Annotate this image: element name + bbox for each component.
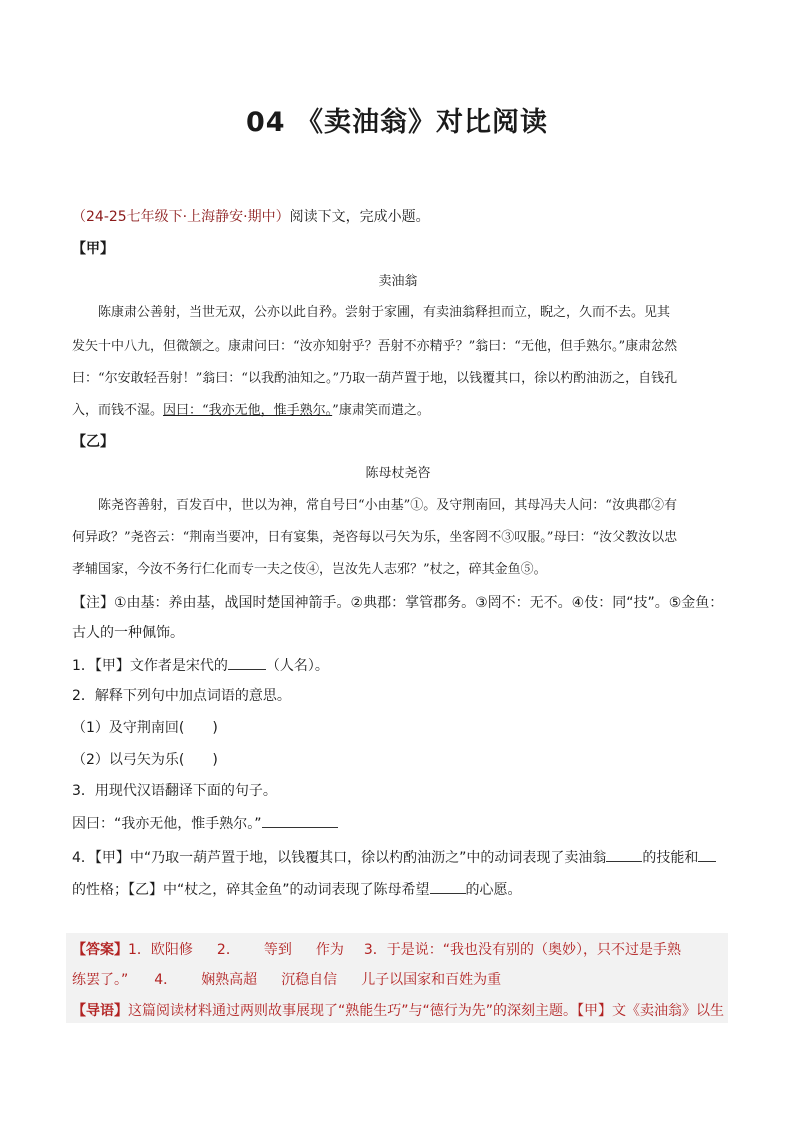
notes-line-1: 【注】①由基：养由基，战国时楚国神箭手。②典郡：掌管郡务。③罔不：无不。④伎：同“技”。⑤金鱼： [72,595,724,611]
answer-4-2: 沉稳自信 [281,972,338,988]
jia-underlined-sentence: 因曰：“我亦无他，惟手熟尔。 [163,403,333,418]
yi-line-1: 陈尧咨善射，百发百中，世以为神，常自号曰“小由基”①。及守荆南回，其母冯夫人问：“汝典郡②有 [98,498,677,513]
q3-sentence: 因曰：“我亦无他，惟手熟尔。” [72,816,262,832]
q4-line1-b: 的技能和 [642,850,699,866]
question-3: 3．用现代汉语翻译下面的句子。 [72,783,277,799]
source-open: （ [72,209,86,225]
jia-line-3: 曰：“尔安敢轻吾射！”翁曰：“以我酌油知之。”乃取一葫芦置于地，以钱覆其口，徐以杓酌油沥之，自钱孔 [72,371,678,386]
answer-2-1: 等到 [263,942,292,958]
jia-line-4-prefix: 入，而钱不湿。 [72,403,164,418]
question-4-line-2 [72,879,724,900]
jia-line-4 [72,401,724,421]
notes-line-2: 古人的一种佩饰。 [72,625,184,641]
answer-1: 1．欧阳修 [128,942,193,958]
jia-heading: 卖油翁 [378,274,418,289]
yi-marker: 【乙】 [72,434,114,450]
answer-3-cont: 练罢了。” [72,972,129,988]
page-title: 04 《卖油翁》对比阅读 [246,107,548,138]
answer-4-3: 儿子以国家和百姓为重 [361,972,502,988]
q1-suffix: （人名）。 [265,658,329,674]
q4-blank-3 [430,879,466,894]
q3-blank [262,813,338,828]
question-3-sentence [72,813,724,834]
jia-marker: 【甲】 [72,241,114,257]
q4-line2-b: 的心愿。 [465,882,522,898]
yi-line-2: 何异政？”尧咨云：“荆南当要冲，日有宴集，尧咨每以弓矢为乐，坐客罔不③叹服。”母曰：“汝父教汝以忠 [72,530,678,545]
source-label[interactable]: 24-25七年级下·上海静安·期中 [86,209,276,225]
q4-blank-1 [606,847,642,862]
answer-2-2: 作为 [315,942,344,958]
answer-2: 2． [216,942,240,958]
intro-line [72,207,724,227]
q1-blank [228,655,266,670]
q1-prefix: 1．【甲】文作者是宋代的 [72,658,228,674]
instruction-text: 阅读下文，完成小题。 [289,209,430,225]
jia-line-1: 陈康肃公善射，当世无双，公亦以此自矜。尝射于家圃，有卖油翁释担而立，睨之，久而不去。见其 [98,305,671,320]
guide-text: 这篇阅读材料通过两则故事展现了“熟能生巧”与“德行为先”的深刻主题。【甲】文《卖油翁》以生 [128,1003,725,1019]
yi-line-3: 孝辅国家，今汝不务行仁化而专一夫之伎④，岂汝先人志邪？”杖之，碎其金鱼⑤。 [72,562,547,577]
question-1 [72,655,724,676]
question-2-2: （2）以弓矢为乐( ) [72,752,218,768]
answer-3: 3．于是说：“我也没有别的（奥妙），只不过是手熟 [363,942,682,958]
guide-line [72,1001,724,1021]
answer-4: 4． [154,972,178,988]
answer-line-1 [72,940,724,960]
answer-4-1: 娴熟高超 [201,972,258,988]
source-close: ） [275,209,290,225]
yi-heading: 陈母杖尧咨 [365,466,431,481]
q4-blank-2 [698,847,716,862]
question-4-line-1 [72,847,724,868]
guide-label: 【导语】 [72,1003,128,1019]
jia-line-2: 发矢十中八九，但微颔之。康肃问曰：“汝亦知射乎？吾射不亦精乎？”翁曰：“无他，但手熟尔。”康肃忿然 [72,339,678,354]
q4-line2-a: 的性格；【乙】中“杖之，碎其金鱼”的动词表现了陈母希望 [72,882,430,898]
answer-line-2 [72,970,724,990]
question-2: 2．解释下列句中加点词语的意思。 [72,688,291,704]
question-2-1: （1）及守荆南回( ) [72,720,218,736]
answer-label: 【答案】 [72,942,128,958]
jia-line-4-suffix: ”康肃笑而遣之。 [332,403,430,418]
q4-line1-a: 4．【甲】中“乃取一葫芦置于地，以钱覆其口，徐以杓酌油沥之”中的动词表现了卖油翁 [72,850,607,866]
